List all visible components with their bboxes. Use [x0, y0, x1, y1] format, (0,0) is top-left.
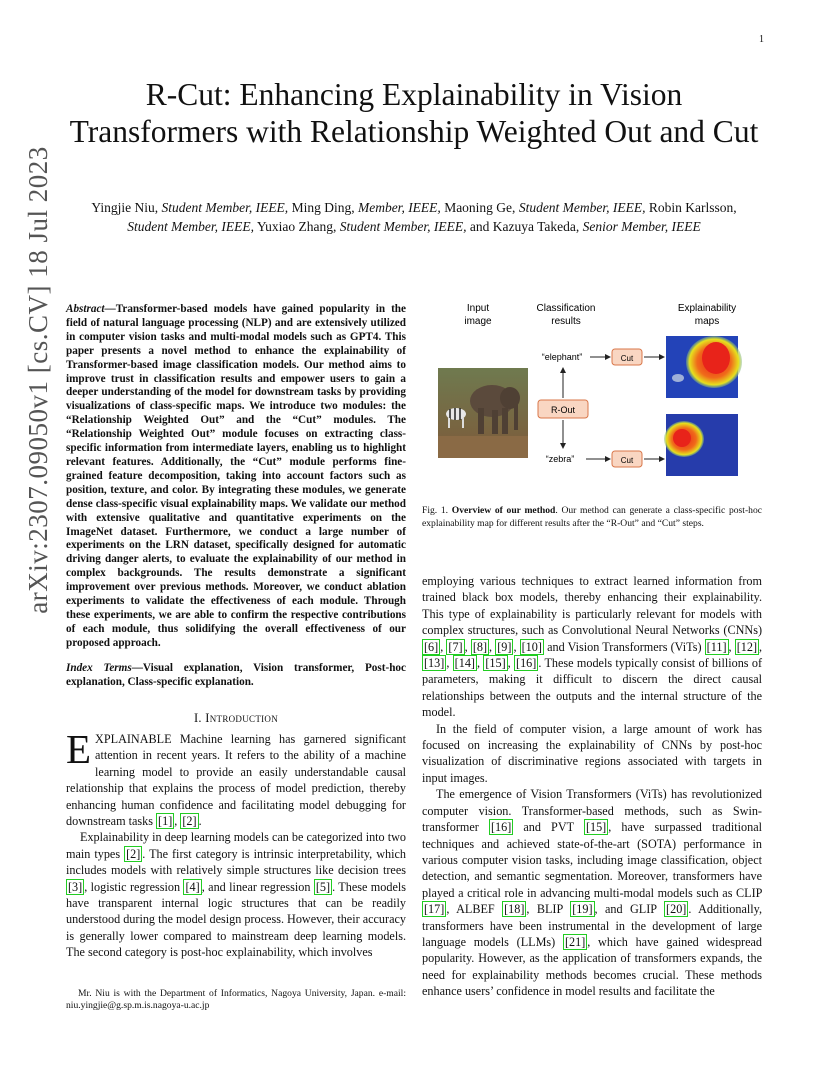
paragraph-text: . Additionally, transformers have been instrumental in the development of large language models (LLMs): [422, 902, 762, 949]
page-number: 1: [759, 34, 764, 45]
arxiv-stamp: arXiv:2307.09050v1 [cs.CV] 18 Jul 2023: [23, 146, 53, 614]
section-heading: I. Introduction: [193, 711, 279, 725]
figure-overview: [430, 296, 774, 491]
paper-title: R-Cut: Enhancing Explainability in Vision Transformers with Relationship Weighted Out and Cut: [69, 77, 759, 149]
author-name: Yingjie Niu,: [91, 200, 159, 215]
citation-link[interactable]: [10]: [521, 639, 542, 654]
citation-link[interactable]: [19]: [572, 902, 593, 917]
paragraph-text: , have surpassed traditional techniques and achieved state-of-the-art (SOTA) performance in various computer vision tasks, including image classification, object detection, and semantic segmentation. Moreover, transformers have played a critical role in advancing multi-modal models such as CLIP: [422, 820, 763, 900]
paragraph: EXPLAINABLE Machine learning has garnered significant attention in recent years. It refers to the ability of a machine learning model to provide an easily understandable causal relationship that explains the process of model prediction, thereby enhancing human confidence and facilitating model debugging for downstream tasks [1] , [2] .: [66, 726, 406, 829]
paragraph-text: , which have gained widespread popularity. However, as the application of transformers expands, the need for explainability methods becomes crucial. These methods enhance users’ confidence in model results and facilitate the: [422, 934, 763, 999]
citation-link[interactable]: [9]: [497, 639, 512, 654]
paragraph-text: and Vision Transformers (ViTs): [547, 639, 702, 654]
author-role: Member, IEEE,: [357, 200, 441, 215]
paragraph-text: , and GLIP: [594, 902, 657, 917]
author-name: and Kazuya Takeda,: [469, 219, 580, 234]
citation-link[interactable]: [16]: [516, 656, 537, 671]
citation-link[interactable]: [21]: [564, 934, 586, 949]
paragraph: [66, 829, 406, 960]
paragraph-text: . These models have transparent internal logic structures that can be readily understood during the model design process. However, their accuracy is generally lower compared to mainstream deep learning models. The second category is post-hoc explainability, which involves: [66, 879, 407, 960]
introduction-text: [66, 726, 407, 961]
figure-label: Fig. 1.: [422, 505, 449, 516]
paragraph-text: , BLIP: [526, 902, 563, 917]
citation-link[interactable]: [5]: [315, 879, 331, 894]
citation-link[interactable]: [17]: [424, 902, 445, 917]
cut-label-2: Cut: [620, 456, 634, 465]
figure-caption-bold: Overview of our method: [451, 505, 556, 516]
paragraph-text: Explainability in deep learning models can be categorized into two main types: [66, 830, 406, 861]
cut-label-1: Cut: [620, 354, 634, 363]
index-terms: [66, 662, 406, 690]
paragraph-text: The emergence of Vision Transformers (ViTs) has revolutionized computer vision. Transformer-based methods, such as Swin-transformer: [422, 787, 762, 835]
label-zebra: “zebra”: [545, 454, 575, 464]
figure-caption: [422, 505, 762, 530]
author-name: Maoning Ge,: [444, 200, 516, 215]
citation-link[interactable]: [16]: [490, 820, 512, 835]
figure-caption-text: . Our method can generate a class-specific post-hoc explainability map for different results after the “R-Out” and “Cut” steps.: [422, 505, 762, 529]
abstract: [66, 303, 406, 651]
citation-link[interactable]: [12]: [736, 639, 758, 654]
index-terms-label: Index Terms: [66, 662, 132, 674]
citation-link[interactable]: [1]: [158, 814, 173, 829]
abstract-text: —Transformer-based models have gained popularity in the field of natural language processing (NLP) and are extensively utilized in computer vision tasks and multi-modal models such as GPT4. This paper presents a novel method to enhance the explainability of Transformer-based image classification models. Our method aims to improve trust in classification results and empower users to gain a deeper understanding of the model for downstream tasks by providing visualizations of class-specific maps. We introduce two modules: the “Relationship Weighted Out” and the “Cut” modules. The “Relationship Weighted Out” module focuses on extracting class-specific information from intermediate layers, enabling us to highlight relevant features. Additionally, the “Cut” module performs fine-grained feature decomposition, taking into account factors such as position, texture, and color. By integrating these modules, we generate dense class-specific visual explainability maps. We validate our method with extensive qualitative and quantitative experiments on the ImageNet dataset. Furthermore, we conduct a large number of experiments on the LRN dataset, specifically designed for automatic driving danger alerts, to evaluate the explainability of our method in complex backgrounds. The results demonstrate a significant improvement over previous methods. Moreover, we conduct ablation experiments to validate the effectiveness of each module. Through these experiments, we are able to confirm the respective contributions of each module, thus solidifying the overall effectiveness of our proposed approach.: [66, 303, 406, 649]
paragraph-text: , ALBEF: [446, 902, 495, 917]
heatmap-elephant: [666, 336, 742, 398]
drop-cap: E: [66, 726, 92, 772]
author-role: Student Member, IEEE,: [161, 200, 289, 215]
citation-link[interactable]: [2]: [182, 814, 197, 829]
citation-link[interactable]: [7]: [448, 639, 463, 654]
index-terms-text: —Visual explanation, Vision transformer, Post-hoc explanation, Class-specific explanation.: [66, 662, 406, 688]
citation-link[interactable]: [15]: [485, 656, 506, 671]
author-role: Senior Member, IEEE: [582, 219, 701, 234]
paragraph-text: , logistic regression: [84, 879, 181, 894]
citation-link[interactable]: [4]: [185, 879, 200, 894]
author-role: Student Member, IEEE,: [518, 200, 646, 215]
citation-link[interactable]: [13]: [424, 656, 445, 671]
figure-header-classification: Classification: [536, 303, 596, 314]
author-name: Ming Ding,: [291, 200, 355, 215]
figure-header-classification: results: [551, 316, 581, 327]
citation-link[interactable]: [20]: [666, 902, 687, 917]
author-role: Student Member, IEEE,: [127, 219, 255, 234]
paragraph-text: . The first category is intrinsic interpretability, which includes models with relatively simple structures like decision trees: [66, 846, 406, 878]
citation-link[interactable]: [2]: [126, 846, 141, 861]
citation-link[interactable]: [8]: [472, 639, 488, 654]
figure-header-input: Input: [466, 303, 490, 314]
citation-link[interactable]: [14]: [454, 656, 475, 671]
paragraph-text: XPLAINABLE Machine learning has garnered significant attention in recent years. It refers to the ability of a machine learning model to provide an easily understandable causal relationship that explains the process of model prediction, thereby enhancing human confidence and facilitating model debugging for downstream tasks: [66, 732, 406, 829]
rout-label: R-Out: [550, 405, 576, 415]
citation-link[interactable]: [15]: [585, 820, 607, 835]
citation-link[interactable]: [6]: [424, 639, 439, 654]
citation-link[interactable]: [18]: [504, 902, 525, 917]
figure-header-input: image: [464, 316, 492, 327]
author-list: [80, 198, 748, 236]
paragraph-text: employing various techniques to extract learned information from trained black box models, thereby enhancing their explainability. This type of explainability is particularly relevant for models with complex structures, such as Convolutional Neural Networks (CNNs): [422, 574, 762, 638]
paragraph: [422, 786, 762, 999]
paragraph-text: . These models typically consist of billions of parameters, making it difficult to discern the direct causal relationships between the outputs and the internal structure of the model.: [422, 656, 762, 720]
paragraph-text: , and linear regression: [201, 879, 311, 894]
footnote: [66, 988, 406, 1012]
paragraph: In the field of computer vision, a large amount of work has focused on increasing the explainability of CNNs by post-hoc visualization of discriminative regions associated with targets in input images.: [422, 721, 762, 785]
heatmap-zebra: [664, 414, 738, 476]
abstract-label: Abstract: [66, 303, 105, 315]
right-column-text: [422, 573, 762, 1000]
citation-link[interactable]: [3]: [68, 879, 83, 894]
author-role: Student Member, IEEE,: [339, 219, 467, 234]
author-name: Robin Karlsson,: [648, 200, 737, 215]
paragraph: employing various techniques to extract learned information from trained black box models, thereby enhancing their explainability. This type of explainability is particularly relevant for models with complex structures, such as Convolutional Neural Networks (CNNs) [6] , [7] , [8] , [9] , [10] and Vision Transformers (ViTs) [11] , [12] , [13] , [14] , [15] , [16] . These models typically consist of billions of parameters, making it difficult to discern the direct causal relationships between the outputs and the internal structure of the model.: [422, 574, 763, 720]
label-elephant: “elephant”: [541, 352, 583, 362]
author-name: Yuxiao Zhang,: [256, 219, 337, 234]
input-image: [438, 368, 528, 458]
paragraph-text: and PVT: [523, 820, 574, 835]
figure-header-maps: Explainability: [677, 303, 737, 314]
footnote-text: Mr. Niu is with the Department of Informatics, Nagoya University, Japan. e-mail: niu.yingjie@g.sp.m.is.nagoya-u.ac.jp: [66, 988, 406, 1011]
figure-header-maps: maps: [694, 316, 720, 327]
citation-link[interactable]: [11]: [706, 639, 727, 654]
